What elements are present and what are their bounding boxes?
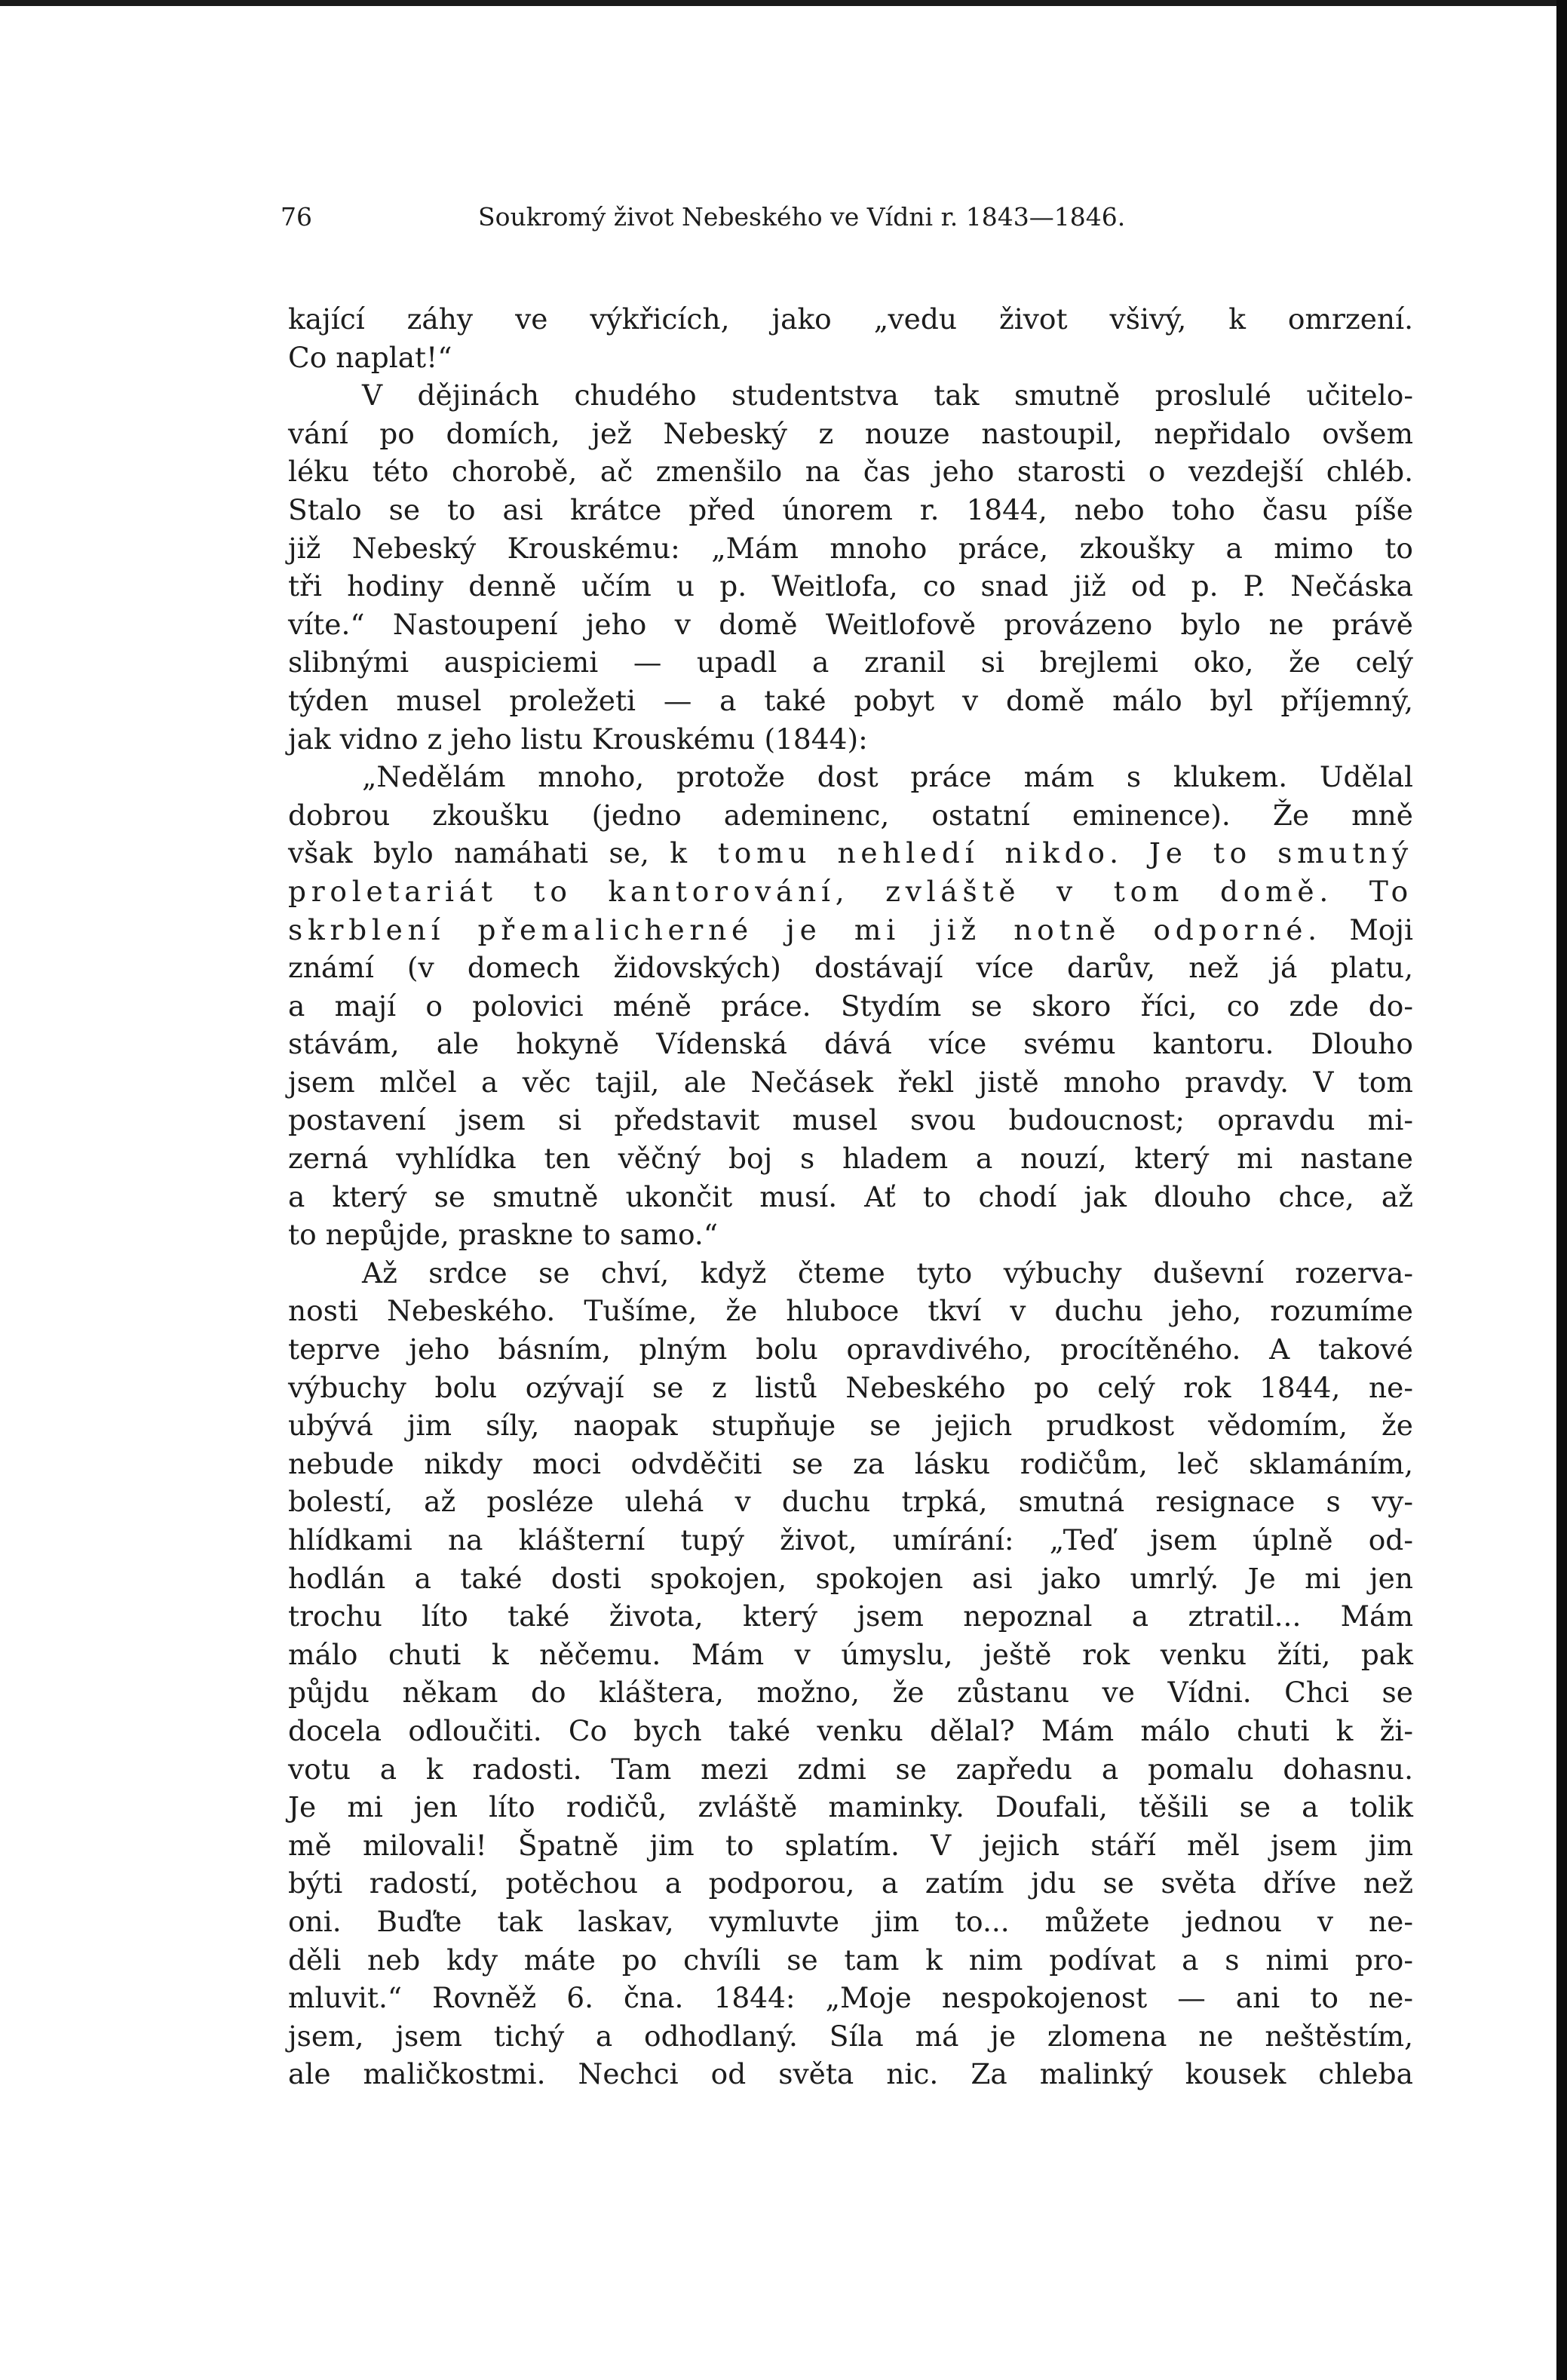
scan-top-edge — [0, 0, 1567, 6]
text-line: oni. Buďte tak laskav, vymluvte jim to... můžete jednou v ne- — [288, 1904, 1413, 1938]
text-line: známí (v domech židovských) dostávají více darův, než já platu, — [288, 951, 1413, 985]
text-line: již Nebeský Krouskému: „Mám mnoho práce, zkoušky a mimo to — [288, 531, 1413, 565]
text-line: zerná vyhlídka ten věčný boj s hladem a nouzí, který mi nastane — [288, 1142, 1413, 1176]
spaced-emphasis: skrblení přemalicherné je mi již notně odporné. — [288, 912, 1322, 946]
text-line: půjdu někam do kláštera, možno, že zůstanu ve Vídni. Chci se — [288, 1676, 1413, 1710]
text-line: ale maličkostmi. Nechci od světa nic. Za malinký kousek chleba — [288, 2057, 1413, 2091]
paragraph-start-line: Až srdce se chví, když čteme tyto výbuchy duševní rozerva- — [362, 1256, 1413, 1290]
text-line: hlídkami na klášterní tupý život, umírání: „Teď jsem úplně od- — [288, 1523, 1413, 1557]
paragraph-start-line: V dějinách chudého studentstva tak smutně proslulé učitelo- — [362, 379, 1413, 413]
body-text — [288, 300, 1413, 2093]
text-line: jsem, jsem tichý a odhodlaný. Síla má je zlomena ne neštěstím, — [288, 2019, 1413, 2053]
text-line: nebude nikdy moci odvděčiti se za lásku rodičům, leč sklamáním, — [288, 1446, 1413, 1480]
text-line: trochu líto také života, který jsem nepoznal a ztratil... Mám — [288, 1599, 1413, 1633]
text-line: postavení jsem si představit musel svou budoucnost; opravdu mi- — [288, 1103, 1413, 1137]
text-line: docela odloučiti. Co bych také venku dělal? Mám málo chuti k ži- — [288, 1713, 1413, 1747]
text-line — [288, 911, 1413, 949]
text-line: to nepůjde, praskne to samo.“ — [288, 1218, 718, 1252]
text-line: kající záhy ve výkřicích, jako „vedu život všivý, k omrzení. — [288, 302, 1413, 336]
text-line: víte.“ Nastoupení jeho v domě Weitlofově provázeno bylo ne právě — [288, 607, 1413, 641]
text-line: tři hodiny denně učím u p. Weitlofa, co snad již od p. P. Nečáska — [288, 569, 1413, 603]
text-segment: však bylo namáhati se, — [288, 836, 670, 870]
scan-right-edge — [1556, 0, 1567, 2380]
spaced-emphasis: k tomu nehledí nikdo. Je to smutný — [670, 836, 1413, 870]
text-line: stávám, ale hokyně Vídenská dává více svému kantoru. Dlouho — [288, 1027, 1413, 1061]
text-line — [288, 873, 1413, 911]
text-line: mluvit.“ Rovněž 6. čna. 1844: „Moje nespokojenost — ani to ne- — [288, 1981, 1413, 2015]
text-line: ubývá jim síly, naopak stupňuje se jejich prudkost vědomím, že — [288, 1409, 1413, 1443]
text-line: teprve jeho básním, plným bolu opravdivého, procítěného. A takové — [288, 1333, 1413, 1366]
text-line: býti radostí, potěchou a podporou, a zatím jdu se světa dříve než — [288, 1866, 1413, 1900]
page-header — [281, 202, 1419, 240]
text-line: jsem mlčel a věc tajil, ale Nečásek řekl jistě mnoho pravdy. V tom — [288, 1065, 1413, 1099]
text-line: dobrou zkoušku (jedno ademinenc, ostatní eminence). Že mně — [288, 798, 1413, 832]
text-line: votu a k radosti. Tam mezi zdmi se zapředu a pomalu dohasnu. — [288, 1752, 1413, 1786]
text-line — [288, 834, 1413, 873]
text-line: nosti Nebeského. Tušíme, že hluboce tkví v duchu jeho, rozumíme — [288, 1294, 1413, 1328]
quote-start-line: „Nedělám mnoho, protože dost práce mám s klukem. Udělal — [362, 760, 1413, 794]
text-line: hodlán a také dosti spokojen, spokojen asi jako umrlý. Je mi jen — [288, 1561, 1413, 1595]
text-line: výbuchy bolu ozývají se z listů Nebeského po celý rok 1844, ne- — [288, 1370, 1413, 1404]
text-line: a mají o polovici méně práce. Stydím se skoro říci, co zde do- — [288, 989, 1413, 1023]
text-line: slibnými auspiciemi — upadl a zranil si brejlemi oko, že celý — [288, 646, 1413, 679]
text-line: a který se smutně ukončit musí. Ať to chodí jak dlouho chce, až — [288, 1179, 1413, 1213]
text-line: děli neb kdy máte po chvíli se tam k nim podívat a s nimi pro- — [288, 1943, 1413, 1977]
page-number: 76 — [281, 202, 312, 232]
spaced-emphasis: proletariát to kantorování, zvláště v tom domě. To — [288, 874, 1413, 908]
text-line: Je mi jen líto rodičů, zvláště maminky. Doufali, těšili se a tolik — [288, 1790, 1413, 1824]
text-line: jak vidno z jeho listu Krouskému (1844): — [288, 722, 868, 756]
text-line: málo chuti k něčemu. Mám v úmyslu, ještě rok venku žíti, pak — [288, 1637, 1413, 1671]
text-line: Stalo se to asi krátce před únorem r. 1844, nebo toho času píše — [288, 492, 1413, 526]
text-segment: Moji — [1321, 912, 1413, 946]
text-line: bolestí, až posléze ulehá v duchu trpká, smutná resignace s vy- — [288, 1485, 1413, 1519]
text-line: vání po domích, jež Nebeský z nouze nastoupil, nepřidalo ovšem — [288, 416, 1413, 450]
text-line: léku této chorobě, ač zmenšilo na čas jeho starosti o vezdejší chléb. — [288, 455, 1413, 489]
text-line: týden musel proležeti — a také pobyt v domě málo byl příjemný, — [288, 683, 1413, 717]
running-title: Soukromý život Nebeského ve Vídni r. 1843—1846. — [478, 202, 1126, 232]
text-line: Co naplat!“ — [288, 340, 452, 374]
text-line: mě milovali! Špatně jim to splatím. V jejich stáří měl jsem jim — [288, 1828, 1413, 1862]
